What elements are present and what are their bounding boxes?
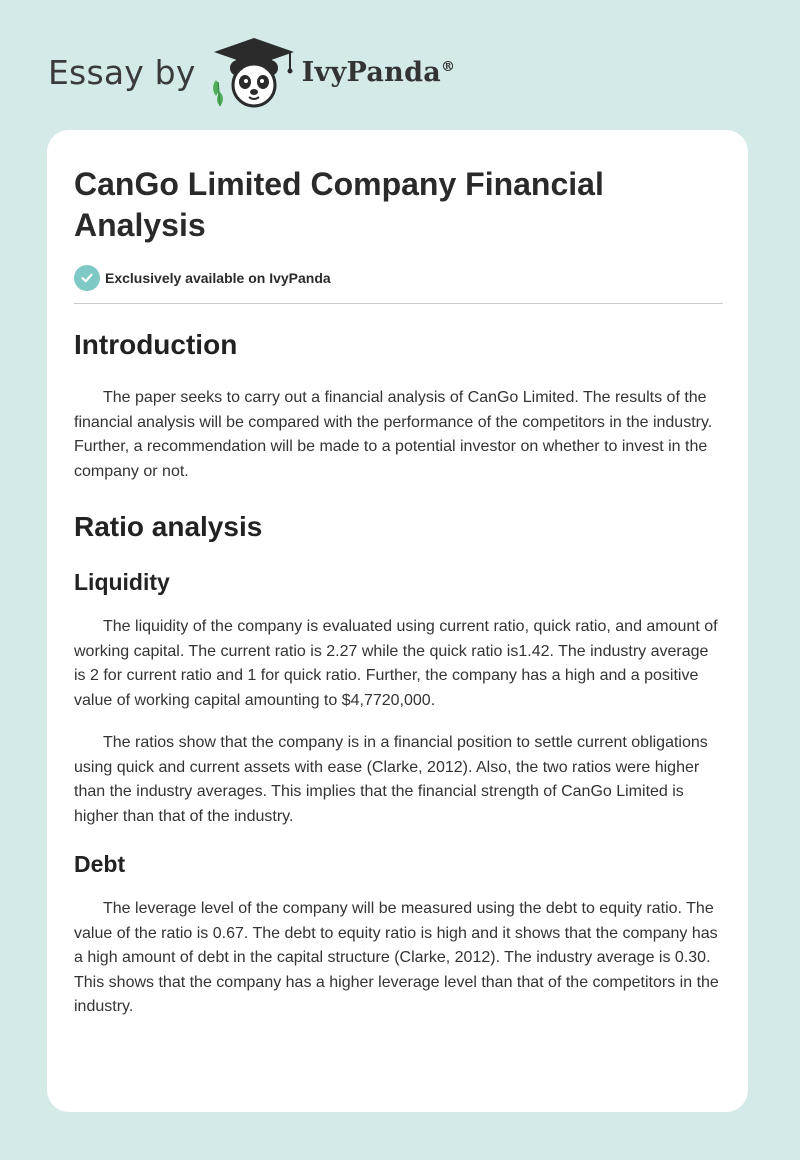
ivypanda-logo[interactable] <box>210 36 298 108</box>
panda-graduate-icon <box>210 36 298 108</box>
essay-by-label: Essay by <box>48 52 196 92</box>
heading-introduction: Introduction <box>74 329 238 360</box>
paragraph-liquidity-1: The liquidity of the company is evaluated using current ratio, quick ratio, and amount of working capital. The current ratio is 2.27 while the quick ratio is1.42. The industry average is 2 for current ratio and 1 for quick ratio. Further, the company has a high and a positive value of working capital amounting to $4,7720,000. <box>74 618 718 709</box>
heading-ratio-analysis: Ratio analysis <box>74 511 263 542</box>
check-circle-icon <box>74 265 100 291</box>
exclusive-badge-text: Exclusively available on IvyPanda <box>105 270 331 286</box>
registered-mark: ® <box>441 58 456 75</box>
essay-card <box>47 130 748 1112</box>
heading-debt: Debt <box>74 851 126 877</box>
brand-name[interactable] <box>302 57 456 88</box>
title-divider <box>74 303 723 304</box>
paragraph-liquidity-2: The ratios show that the company is in a financial position to settle current obligations using quick and current assets with ease (Clarke, 2012). Also, the two ratios were higher than the industry averages. This implies that the financial strength of CanGo Limited is higher than that of the industry. <box>74 734 708 825</box>
essay-title: CanGo Limited Company Financial Analysis <box>74 166 604 243</box>
site-header <box>48 36 455 108</box>
heading-liquidity: Liquidity <box>74 569 170 595</box>
paragraph-debt: The leverage level of the company will be measured using the debt to equity ratio. The value of the ratio is 0.67. The debt to equity ratio is high and it shows that the company has a high amount of debt in the capital structure (Clarke, 2012). The industry average is 0.30. This shows that the company has a higher leverage level than that of the competitors in the industry. <box>74 900 719 1015</box>
essay-content <box>74 164 723 1020</box>
exclusive-badge <box>74 265 723 291</box>
brand-text: IvyPanda <box>301 56 442 88</box>
paragraph-intro: The paper seeks to carry out a financial analysis of CanGo Limited. The results of the financial analysis will be compared with the performance of the competitors in the industry. Further, a recommendation will be made to a potential investor on whether to invest in the company or not. <box>74 389 713 480</box>
